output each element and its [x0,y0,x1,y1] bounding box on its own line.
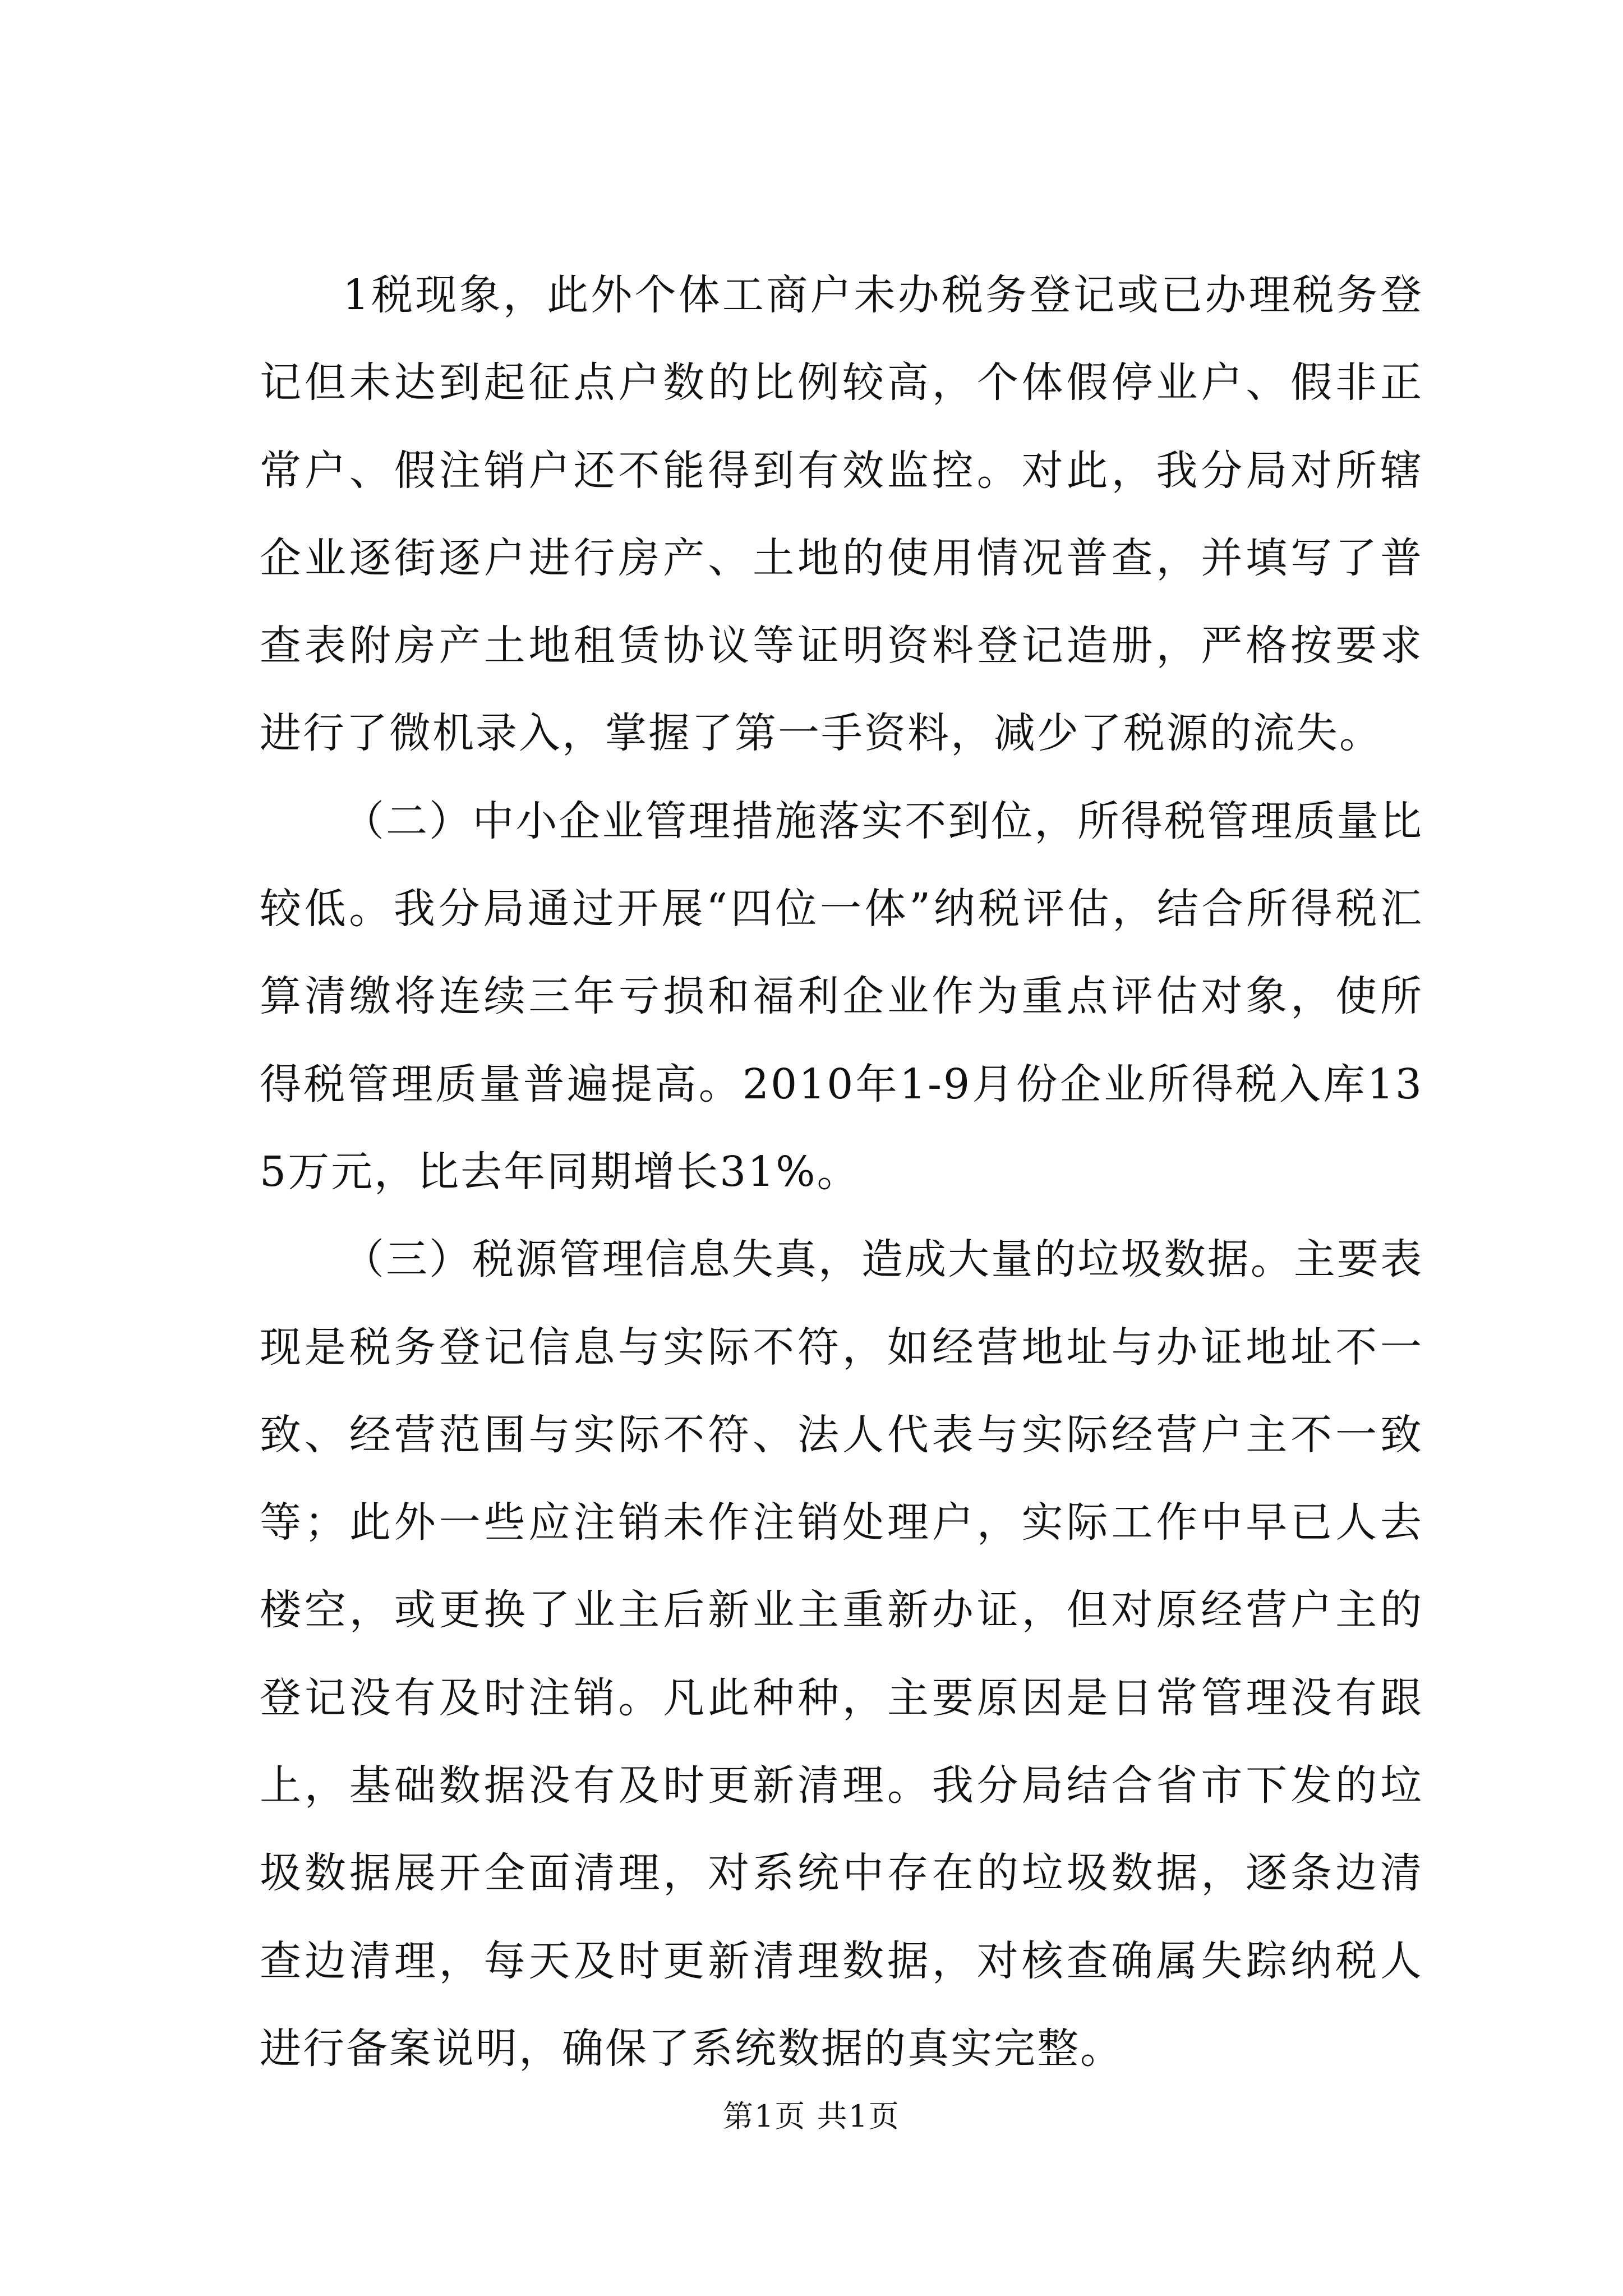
paragraph-3: （三）税源管理信息失真，造成大量的垃圾数据。主要表现是税务登记信息与实际不符，如经营地址与办证地址不一致、经营范围与实际不符、法人代表与实际经营户主不一致等；此外一些应注销未作注销处理户，实际工作中早已人去楼空，或更换了业主后新业主重新办证，但对原经营户主的登记没有及时注销。凡此种种，主要原因是日常管理没有跟上，基础数据没有及时更新清理。我分局结合省市下发的垃圾数据展开全面清理，对系统中存在的垃圾数据，逐条边清查边清理，每天及时更新清理数据，对核查确属失踪纳税人进行备案说明，确保了系统数据的真实完整。 [260,1235,1423,2073]
page-footer: 第1页 共1页 [723,2099,900,2134]
paragraph-2: （二）中小企业管理措施落实不到位，所得税管理质量比较低。我分局通过开展“四位一体”纳税评估，结合所得税汇算清缴将连续三年亏损和福利企业作为重点评估对象，使所得税管理质量普遍提高。2010年1-9月份企业所得税入库135万元，比去年同期增长31%。 [260,797,1423,1196]
paragraph-1: 1税现象，此外个体工商户未办税务登记或已办理税务登记但未达到起征点户数的比例较高，个体假停业户、假非正常户、假注销户还不能得到有效监控。对此，我分局对所辖企业逐街逐户进行房产、土地的使用情况普查，并填写了普查表附房产土地租赁协议等证明资料登记造册，严格按要求进行了微机录入，掌握了第一手资料，减少了税源的流失。 [260,271,1423,758]
document-body [260,251,1423,2092]
